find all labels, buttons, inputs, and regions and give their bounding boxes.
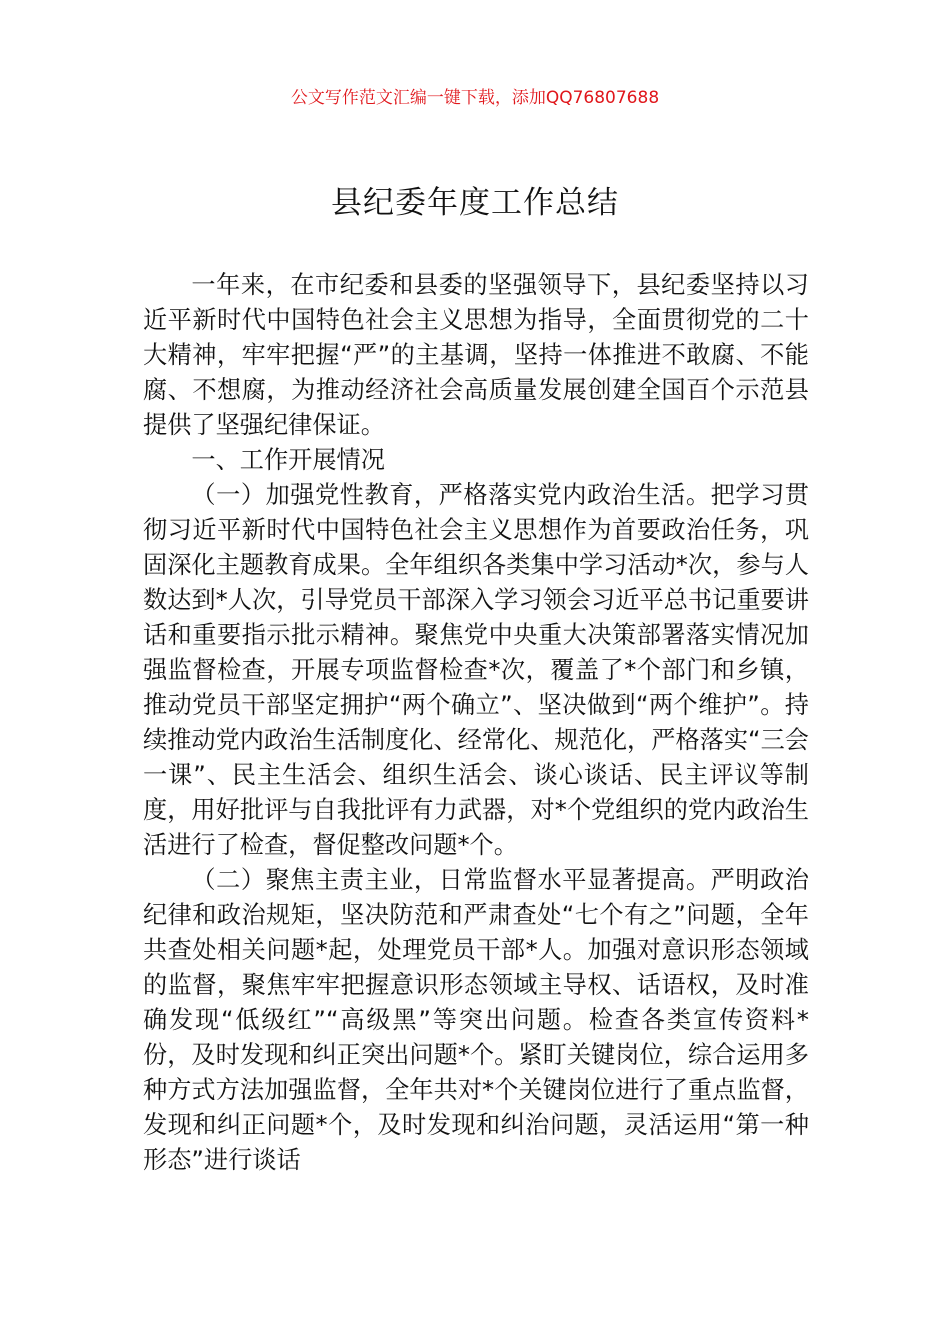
document-body: [143, 268, 809, 1178]
section-heading-1: 一、工作开展情况: [191, 446, 385, 474]
subsection-paragraph-1: （一）加强党性教育，严格落实党内政治生活。把学习贯彻习近平新时代中国特色社会主义思想作为首要政治任务，巩固深化主题教育成果。全年组织各类集中学习活动*次，参与人数达到*人次，引导党员干部深入学习领会习近平总书记重要讲话和重要指示批示精神。聚焦党中央重大决策部署落实情况加强监督检查，开展专项监督检查*次，覆盖了*个部门和乡镇，推动党员干部坚定拥护“两个确立”、坚决做到“两个维护”。持续推动党内政治生活制度化、经常化、规范化，严格落实“三会一课”、民主生活会、组织生活会、谈心谈话、民主评议等制度，用好批评与自我批评有力武器，对*个党组织的党内政治生活进行了检查，督促整改问题*个。: [143, 481, 809, 859]
subsection-paragraph-2: （二）聚焦主责主业，日常监督水平显著提高。严明政治纪律和政治规矩，坚决防范和严肃查处“七个有之”问题，全年共查处相关问题*起，处理党员干部*人。加强对意识形态领域的监督，聚焦牢牢把握意识形态领域主导权、话语权，及时准确发现“低级红”“高级黑”等突出问题。检查各类宣传资料*份，及时发现和纠正突出问题*个。紧盯关键岗位，综合运用多种方式方法加强监督，全年共对*个关键岗位进行了重点监督，发现和纠正问题*个，及时发现和纠治问题，灵活运用“第一种形态”进行谈话: [143, 866, 809, 1174]
watermark-banner: 公文写作范文汇编一键下载，添加QQ76807688: [290, 88, 660, 108]
intro-paragraph: 一年来，在市纪委和县委的坚强领导下，县纪委坚持以习近平新时代中国特色社会主义思想为指导，全面贯彻党的二十大精神，牢牢把握“严”的主基调，坚持一体推进不敢腐、不能腐、不想腐，为推动经济社会高质量发展创建全国百个示范县提供了坚强纪律保证。: [143, 271, 809, 439]
document-title: 县纪委年度工作总结: [331, 185, 619, 221]
